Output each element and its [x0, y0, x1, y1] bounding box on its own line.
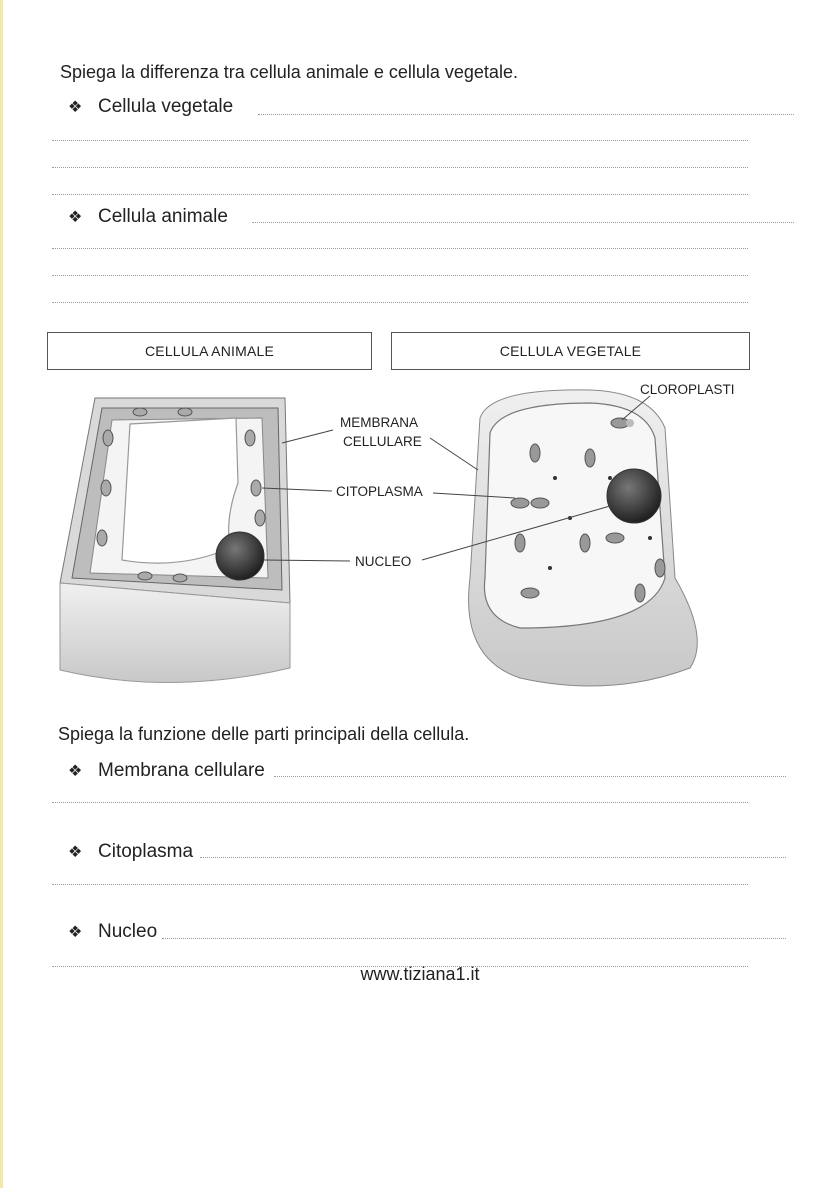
right-cell-drawing — [469, 390, 698, 686]
leader-line — [282, 430, 333, 443]
label-citoplasma: CITOPLASMA — [336, 484, 423, 499]
diamond-bullet-icon: ❖ — [68, 844, 83, 861]
item-citoplasma — [68, 841, 193, 863]
answer-line[interactable] — [52, 194, 748, 195]
answer-line[interactable] — [52, 167, 748, 168]
label-cloroplasti: CLOROPLASTI — [640, 382, 735, 397]
diamond-bullet-icon: ❖ — [68, 924, 83, 941]
cell-diagram — [50, 378, 770, 703]
answer-line[interactable] — [52, 248, 748, 249]
question-function: Spiega la funzione delle parti principali della cellula. — [58, 724, 470, 744]
answer-line[interactable] — [274, 776, 786, 777]
item-label: Cellula vegetale — [98, 96, 234, 117]
answer-line[interactable] — [52, 140, 748, 141]
diamond-bullet-icon: ❖ — [68, 209, 83, 226]
label-membrana: MEMBRANA — [340, 415, 419, 430]
item-nucleo — [68, 921, 157, 943]
label-cellulare: CELLULARE — [343, 434, 422, 449]
question-difference: Spiega la differenza tra cellula animale e cellula vegetale. — [60, 62, 518, 82]
item-cellula-vegetale — [68, 96, 233, 118]
label-nucleo: NUCLEO — [355, 554, 412, 569]
item-label: Membrana cellulare — [98, 760, 265, 781]
answer-line[interactable] — [200, 857, 786, 858]
item-membrana-cellulare — [68, 760, 265, 782]
answer-line[interactable] — [162, 938, 786, 939]
item-cellula-animale — [68, 206, 228, 228]
item-label: Nucleo — [98, 921, 158, 942]
answer-line[interactable] — [52, 275, 748, 276]
footer-url[interactable]: www.tiziana1.it — [360, 964, 480, 984]
answer-line[interactable] — [52, 802, 748, 803]
answer-line[interactable] — [258, 114, 794, 115]
answer-line[interactable] — [52, 884, 748, 885]
diamond-bullet-icon: ❖ — [68, 99, 83, 116]
box-cellula-animale: CELLULA ANIMALE — [47, 332, 372, 370]
box-cellula-vegetale: CELLULA VEGETALE — [391, 332, 750, 370]
item-label: Citoplasma — [98, 841, 194, 862]
page-edge — [0, 0, 3, 1188]
answer-line[interactable] — [52, 302, 748, 303]
left-cell-drawing — [60, 398, 290, 683]
leader-line — [430, 438, 478, 470]
item-label: Cellula animale — [98, 206, 228, 227]
answer-line[interactable] — [252, 222, 794, 223]
diamond-bullet-icon: ❖ — [68, 763, 83, 780]
